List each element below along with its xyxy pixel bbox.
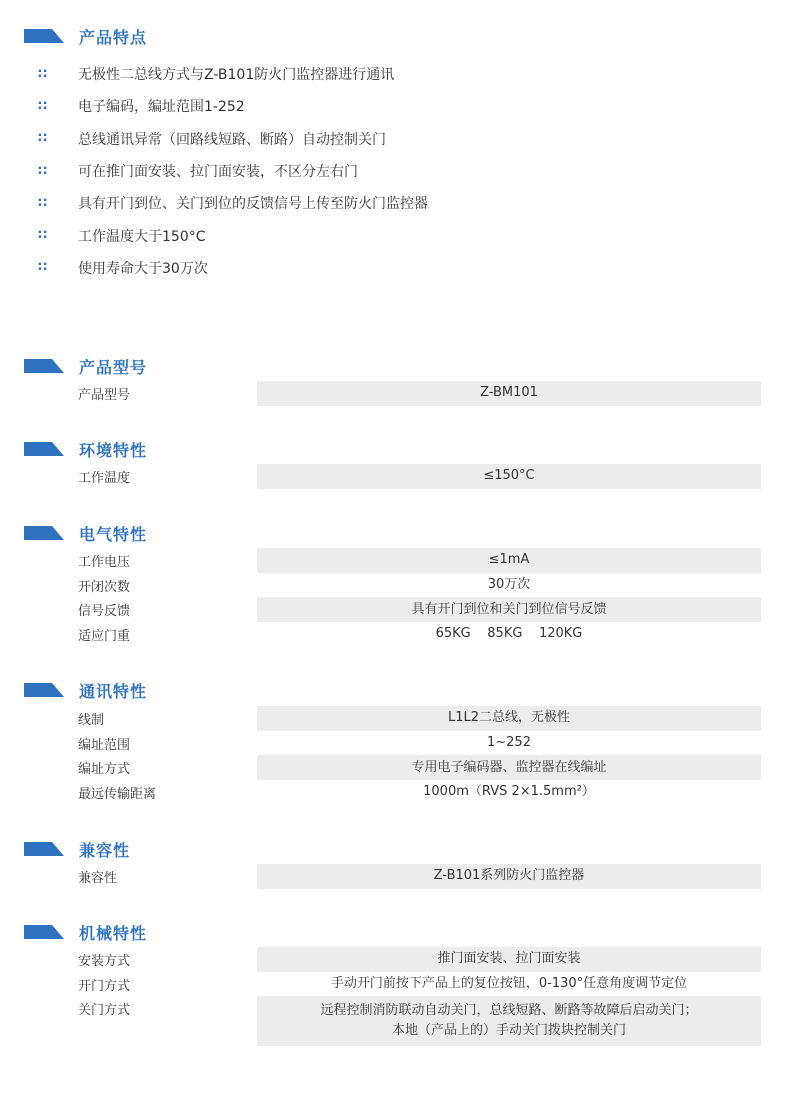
- bullet-icon: ∷: [38, 66, 49, 82]
- section-flag-icon: [24, 29, 64, 43]
- features-list: [38, 58, 738, 284]
- spec-value: 1000m（RVS 2×1.5mm²）: [423, 784, 595, 800]
- table-row: [78, 548, 761, 573]
- features-section-header: [24, 24, 147, 48]
- table-row: [78, 996, 761, 1046]
- spec-value: L1L2二总线，无极性: [257, 706, 761, 731]
- spec-value: [257, 996, 761, 1046]
- feature-text: 电子编码，编址范围1-252: [78, 99, 245, 116]
- table-row: [78, 597, 761, 622]
- table-row: [78, 864, 761, 889]
- bullet-icon: ∷: [38, 131, 49, 147]
- table-row: [78, 573, 761, 598]
- spec-value: ≤150°C: [257, 464, 761, 489]
- bullet-icon: ∷: [38, 163, 49, 179]
- table-row: [78, 622, 761, 647]
- table-row: [78, 780, 761, 805]
- list-item: [38, 252, 738, 284]
- compatibility-section-header: [24, 837, 130, 861]
- features-section-title: 产品特点: [79, 27, 148, 47]
- table-row: [78, 972, 761, 997]
- spec-value: 30万次: [487, 577, 531, 593]
- spec-label: 兼容性: [78, 870, 118, 886]
- section-flag-icon: [24, 359, 64, 373]
- spec-value: Z-B101系列防火门监控器: [257, 864, 761, 889]
- feature-text: 工作温度大于150°C: [78, 228, 206, 245]
- electrical-section-title: 电气特性: [79, 524, 148, 544]
- spec-label: 编址范围: [78, 737, 131, 753]
- spec-value: ≤1mA: [257, 548, 761, 573]
- spec-label: 开门方式: [78, 978, 131, 994]
- section-flag-icon: [24, 442, 64, 456]
- mechanical-section-header: [24, 920, 147, 944]
- spec-label: 工作电压: [78, 554, 131, 570]
- spec-label: 适应门重: [78, 628, 131, 644]
- spec-value: 65KG 85KG 120KG: [435, 626, 583, 642]
- table-row: [78, 381, 761, 406]
- bullet-icon: ∷: [38, 98, 49, 114]
- compatibility-section-title: 兼容性: [79, 840, 131, 860]
- spec-value: 手动开门前按下产品上的复位按钮，0-130°任意角度调节定位: [330, 976, 688, 992]
- table-row: [78, 706, 761, 731]
- communication-section-header: [24, 678, 147, 702]
- table-row: [78, 464, 761, 489]
- spec-value: Z-BM101: [257, 381, 761, 406]
- mechanical-spec-table: [78, 947, 761, 1046]
- feature-text: 可在推门面安装、拉门面安装，不区分左右门: [78, 164, 358, 181]
- list-item: [38, 219, 738, 251]
- section-flag-icon: [24, 683, 64, 697]
- spec-label: 安装方式: [78, 953, 131, 969]
- section-flag-icon: [24, 842, 64, 856]
- spec-label: 线制: [78, 712, 105, 728]
- spec-label: 工作温度: [78, 470, 131, 486]
- model-section-title: 产品型号: [79, 357, 148, 377]
- spec-label: 产品型号: [78, 387, 131, 403]
- bullet-icon: ∷: [38, 260, 49, 276]
- spec-label: 最远传输距离: [78, 786, 157, 802]
- communication-section-title: 通讯特性: [79, 681, 148, 701]
- bullet-icon: ∷: [38, 228, 49, 244]
- list-item: [38, 123, 738, 155]
- communication-spec-table: [78, 706, 761, 805]
- spec-value-line: 远程控制消防联动自动关门，总线短路、断路等故障后启动关门；: [320, 1003, 698, 1019]
- electrical-section-header: [24, 521, 147, 545]
- table-row: [78, 947, 761, 972]
- feature-text: 总线通讯异常（回路线短路、断路）自动控制关门: [78, 131, 386, 148]
- mechanical-section-title: 机械特性: [79, 923, 148, 943]
- list-item: [38, 155, 738, 187]
- spec-value: 专用电子编码器、监控器在线编址: [257, 755, 761, 780]
- bullet-icon: ∷: [38, 195, 49, 211]
- table-row: [78, 755, 761, 780]
- spec-label: 编址方式: [78, 762, 131, 778]
- list-item: [38, 187, 738, 219]
- electrical-spec-table: [78, 548, 761, 647]
- feature-text: 无极性二总线方式与Z-B101防火门监控器进行通讯: [78, 67, 395, 84]
- model-section-header: [24, 354, 147, 378]
- environment-section-title: 环境特性: [79, 440, 148, 460]
- spec-label: 关门方式: [78, 1003, 131, 1019]
- feature-text: 具有开门到位、关门到位的反馈信号上传至防火门监控器: [78, 196, 428, 213]
- model-spec-table: [78, 381, 761, 406]
- environment-spec-table: [78, 464, 761, 489]
- section-flag-icon: [24, 526, 64, 540]
- feature-text: 使用寿命大于30万次: [78, 260, 208, 277]
- spec-label: 信号反馈: [78, 604, 131, 620]
- compatibility-spec-table: [78, 864, 761, 889]
- spec-value: 具有开门到位和关门到位信号反馈: [257, 597, 761, 622]
- spec-label: 开闭次数: [78, 579, 131, 595]
- spec-value-line: 本地（产品上的）手动关门拨块控制关门: [391, 1023, 626, 1039]
- section-flag-icon: [24, 925, 64, 939]
- list-item: [38, 58, 738, 90]
- spec-value: 推门面安装、拉门面安装: [257, 947, 761, 972]
- table-row: [78, 731, 761, 756]
- environment-section-header: [24, 437, 147, 461]
- spec-value: 1~252: [487, 735, 531, 751]
- list-item: [38, 90, 738, 122]
